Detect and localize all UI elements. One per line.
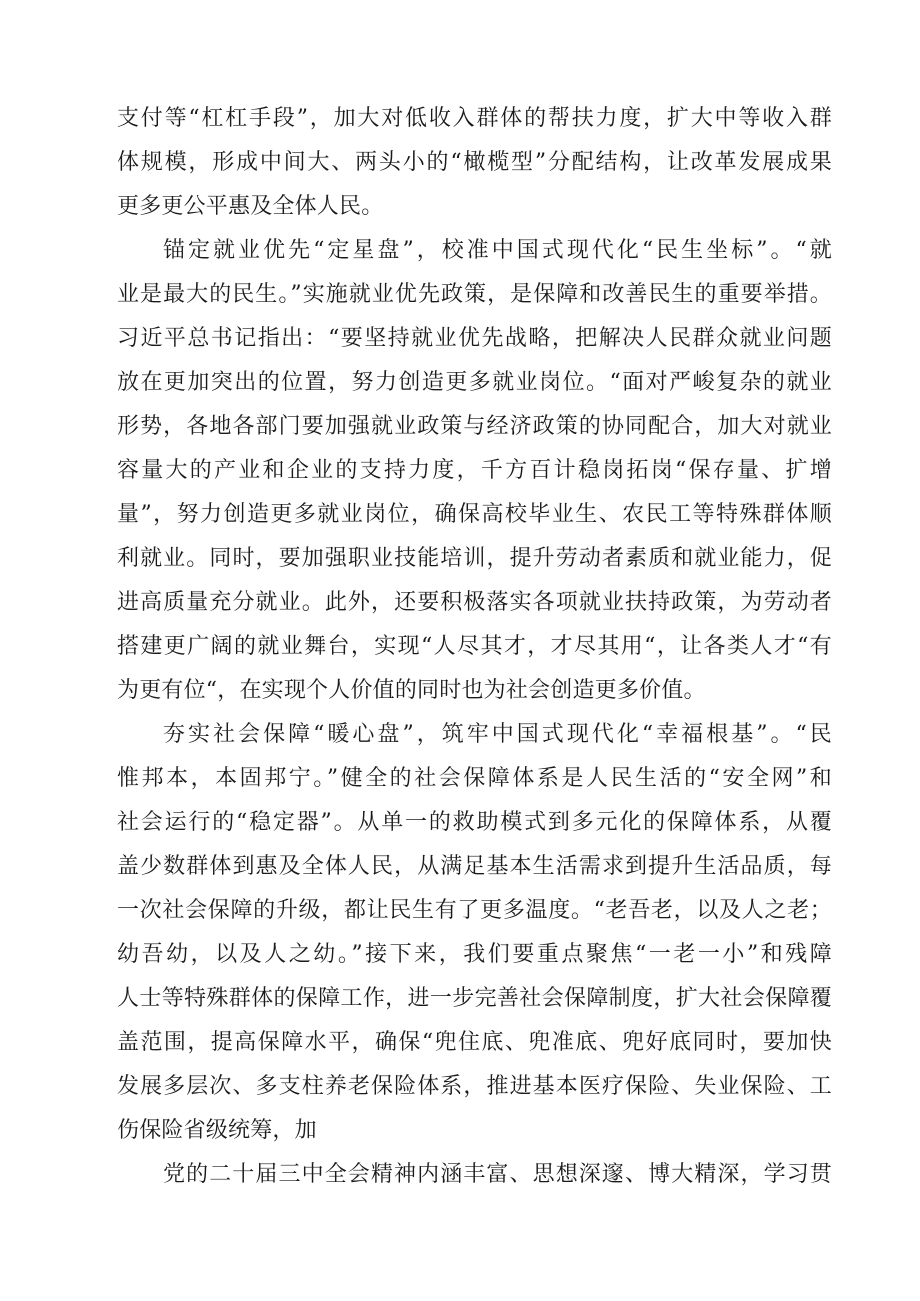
text-line: 为更有位“，在实现个人价值的同时也为社会创造更多价值。 [117, 678, 706, 703]
text-line: 盖范围，提高保障水平，确保“兜住底、兜准底、兜好底同时，要加快 [117, 1030, 832, 1055]
text-line: 搭建更广阔的就业舞台，实现“人尽其才，才尽其用“，让各类人才“有 [117, 634, 832, 659]
text-line: 形势，各地各部门要加强就业政策与经济政策的协同配合，加大对就业 [117, 414, 832, 439]
text-line: 习近平总书记指出：“要坚持就业优先战略，把解决人民群众就业问题 [117, 326, 832, 351]
text-line: 盖少数群体到惠及全体人民，从满足基本生活需求到提升生活品质，每 [117, 854, 832, 879]
text-line: 惟邦本，本固邦宁。”健全的社会保障体系是人民生活的“安全网”和 [117, 766, 832, 791]
text-line: 社会运行的“稳定器”。从单一的救助模式到多元化的保障体系，从覆 [117, 810, 832, 835]
text-line: 量”，努力创造更多就业岗位，确保高校毕业生、农民工等特殊群体顺 [117, 502, 832, 527]
text-line: 幼吾幼，以及人之幼。”接下来，我们要重点聚焦“一老一小”和残障 [117, 942, 832, 967]
paragraph-first-line: 夯实社会保障“暖心盘”，筑牢中国式现代化“幸福根基”。“民 [163, 722, 832, 747]
text-line: 发展多层次、多支柱养老保险体系，推进基本医疗保险、失业保险、工 [117, 1074, 832, 1099]
paragraph-first-line: 党的二十届三中全会精神内涵丰富、思想深邃、博大精深，学习贯 [163, 1162, 832, 1187]
text-line: 人士等特殊群体的保障工作，进一步完善社会保障制度，扩大社会保障覆 [117, 986, 832, 1011]
text-line: 一次社会保障的升级，都让民生有了更多温度。“老吾老，以及人之老； [117, 898, 832, 923]
text-line: 放在更加突出的位置，努力创造更多就业岗位。“面对严峻复杂的就业 [117, 370, 832, 395]
paragraph-first-line: 锚定就业优先“定星盘”，校准中国式现代化“民生坐标”。“就 [163, 238, 832, 263]
text-line: 利就业。同时，要加强职业技能培训，提升劳动者素质和就业能力，促 [117, 546, 832, 571]
text-line: 业是最大的民生。”实施就业优先政策，是保障和改善民生的重要举措。 [117, 282, 832, 307]
text-line: 容量大的产业和企业的支持力度，千方百计稳岗拓岗“保存量、扩增 [117, 458, 832, 483]
text-line: 更多更公平惠及全体人民。 [117, 194, 384, 219]
text-line: 伤保险省级统筹，加 [117, 1118, 317, 1143]
text-line: 体规模，形成中间大、两头小的“橄榄型”分配结构，让改革发展成果 [117, 150, 832, 175]
text-line: 支付等“杠杠手段”，加大对低收入群体的帮扶力度，扩大中等收入群 [117, 106, 832, 131]
text-line: 进高质量充分就业。此外，还要积极落实各项就业扶持政策，为劳动者 [117, 590, 832, 615]
